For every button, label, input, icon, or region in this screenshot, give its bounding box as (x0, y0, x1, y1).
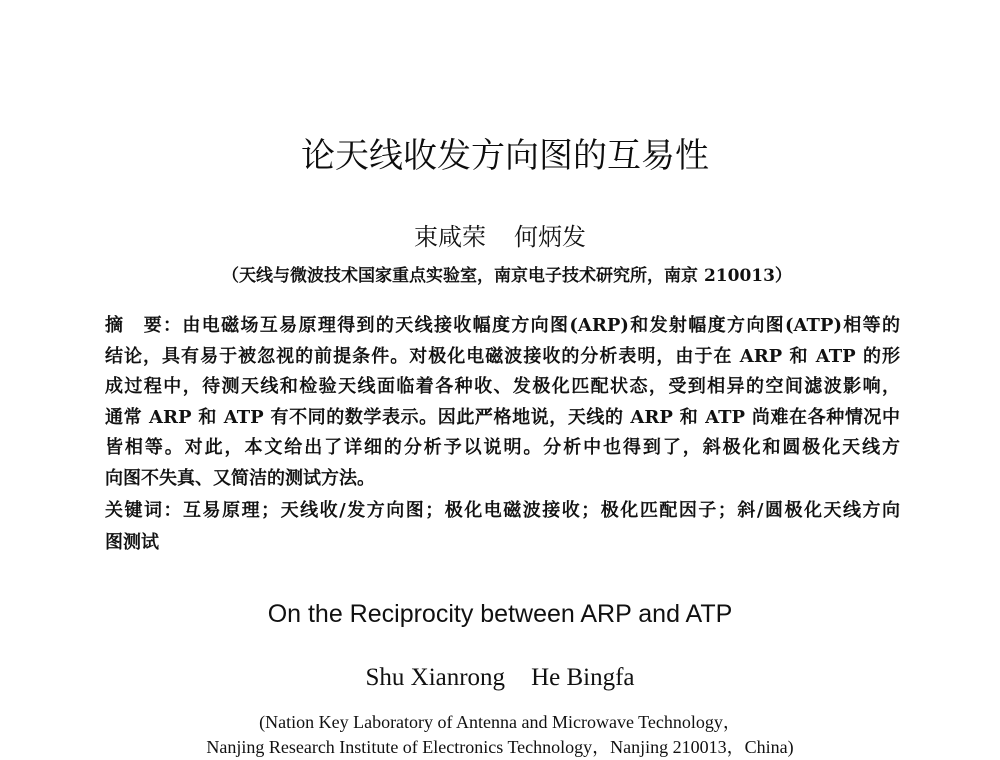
keywords-line (105, 495, 900, 527)
keywords (105, 495, 900, 559)
author-en-2: He Bingfa (531, 664, 635, 691)
abstract-line: 皆相等。对此，本文给出了详细的分析予以说明。分析中也得到了，斜极化和圆极化天线方 (105, 437, 900, 458)
abstract-line: 通常 ARP 和 ATP 有不同的数学表示。因此严格地说，天线的 ARP 和 ATP 尚难在各种情况中 (105, 406, 900, 428)
abstract-line: 成过程中，待测天线和检验天线面临着各种收、发极化匹配状态，受到相异的空间滤波影响， (105, 376, 900, 397)
author-en-1: Shu Xianrong (365, 664, 506, 691)
abstract-label: 摘 要： (105, 315, 183, 336)
affiliation-cn: （天线与微波技术国家重点实验室，南京电子技术研究所，南京 210013） (222, 266, 792, 286)
affiliation-en-line: Nanjing Research Institute of Electronics Technology，Nanjing 210013，China) (206, 737, 794, 757)
abstract-line (105, 311, 900, 342)
abstract-line: 结论，具有易于被忽视的前提条件。对极化电磁波接收的分析表明，由于在 ARP 和 ATP 的形 (105, 345, 900, 367)
abstract-line: 向图不失真、又简洁的测试方法。 (105, 467, 375, 489)
paper-title-cn: 论天线收发方向图的互易性 (301, 136, 709, 176)
author-cn-1: 束咸荣 (414, 223, 486, 251)
authors-cn (0, 221, 1000, 253)
keywords-label: 关键词： (105, 500, 184, 521)
paper-title-en: On the Reciprocity between ARP and ATP (267, 600, 733, 628)
affiliation-en (0, 710, 1000, 760)
affiliation-en-line: (Nation Key Laboratory of Antenna and Microwave Technology， (259, 712, 741, 732)
author-cn-2: 何炳发 (514, 223, 586, 251)
abstract (105, 311, 900, 494)
abstract-text: 由电磁场互易原理得到的天线接收幅度方向图(ARP)和发射幅度方向图(ATP)相等的 (182, 315, 900, 336)
keywords-text: 互易原理；天线收/发方向图；极化电磁波接收；极化匹配因子；斜/圆极化天线方向 (183, 500, 900, 521)
authors-en (0, 663, 1000, 693)
keywords-line: 图测试 (105, 532, 159, 553)
